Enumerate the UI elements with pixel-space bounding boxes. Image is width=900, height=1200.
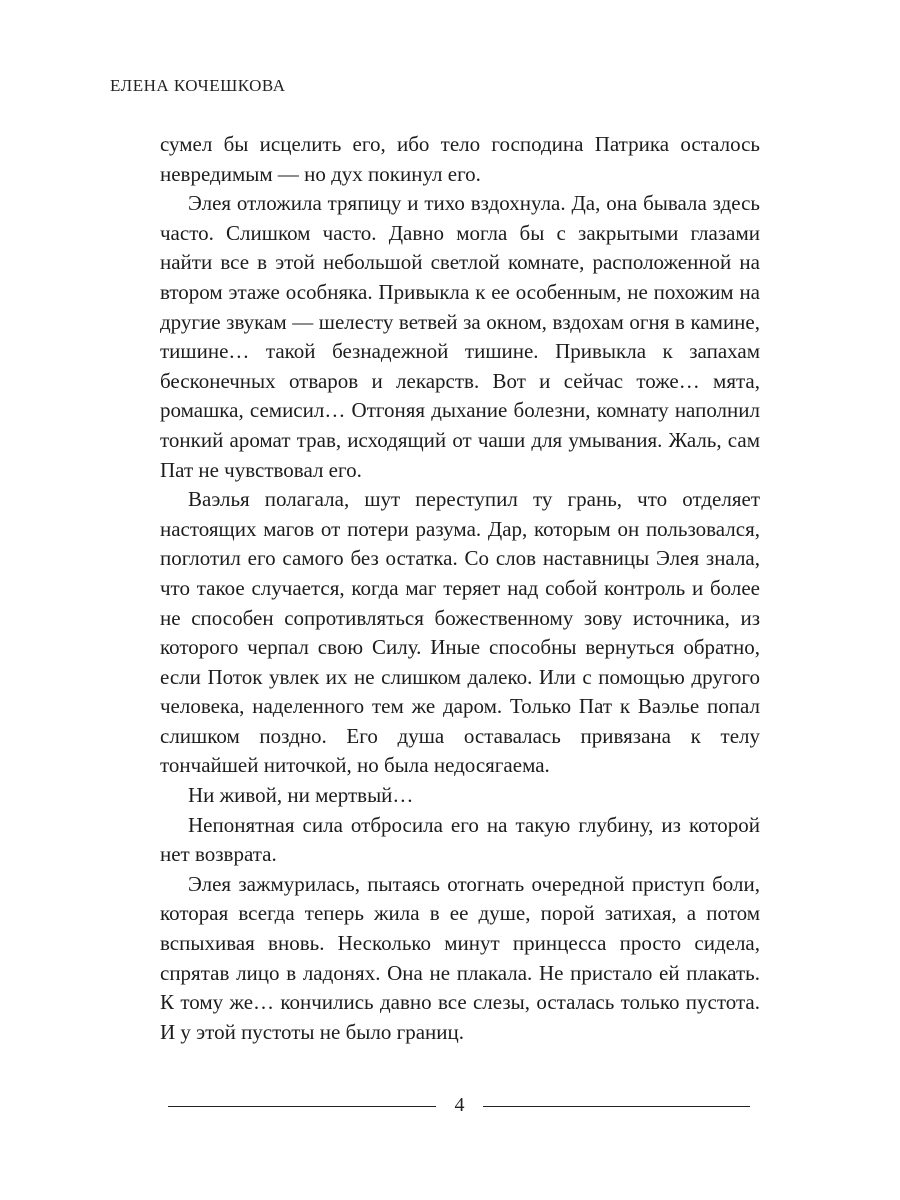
paragraph-3: Ваэлья полагала, шут переступил ту грань, что отделяет настоящих магов от потери разума. Дар, которым он пользовался, поглотил его самого без остатка. Со слов наставницы Элея знала, что такое случается, когда маг теряет над собой контроль и более не способен сопротивляться божественному зову источника, из которого черпал свою Силу. Иные способны вернуться обратно, если Поток увлек их не слишком далеко. Или с помощью другого человека, наделенного тем же даром. Только Пат к Ваэлье попал слишком поздно. Его душа оставалась привязана к телу тончайшей ниточкой, но была недосягаема. xyxy=(160,487,760,778)
footer-rule-right xyxy=(483,1106,750,1107)
paragraph-5: Непонятная сила отбросила его на такую глубину, из которой нет возврата. xyxy=(160,812,760,867)
page-body xyxy=(160,130,760,1047)
paragraph-1: сумел бы исцелить его, ибо тело господина Патрика осталось невредимым — но дух покинул его. xyxy=(160,132,760,186)
paragraph-2: Элея отложила тряпицу и тихо вздохнула. Да, она бывала здесь часто. Слишком часто. Давно могла бы с закрытыми глазами найти все в этой небольшой светлой комнате, расположенной на втором этаже особняка. Привыкла к ее особенным, не похожим на другие звукам — шелесту ветвей за окном, вздохам огня в камине, тишине… такой безнадежной тишине. Привыкла к запахам бесконечных отваров и лекарств. Вот и сейчас тоже… мята, ромашка, семисил… Отгоняя дыхание болезни, комнату наполнил тонкий аромат трав, исходящий от чаши для умывания. Жаль, сам Пат не чувствовал его. xyxy=(160,191,760,482)
paragraph-4: Ни живой, ни мертвый… xyxy=(188,783,414,808)
page-number: 4 xyxy=(454,1094,465,1116)
running-head-author: ЕЛЕНА КОЧЕШКОВА xyxy=(110,76,286,95)
paragraph-6: Элея зажмурилась, пытаясь отогнать очередной приступ боли, которая всегда теперь жила в ее душе, порой затихая, а потом вспыхивая вновь. Несколько минут принцесса просто сидела, спрятав лицо в ладонях. Она не плакала. Не пристало ей плакать. К тому же… кончились давно все слезы, осталась только пустота. И у этой пустоты не было границ. xyxy=(160,871,760,1044)
page-footer xyxy=(168,1092,750,1122)
footer-rule-left xyxy=(168,1106,436,1107)
